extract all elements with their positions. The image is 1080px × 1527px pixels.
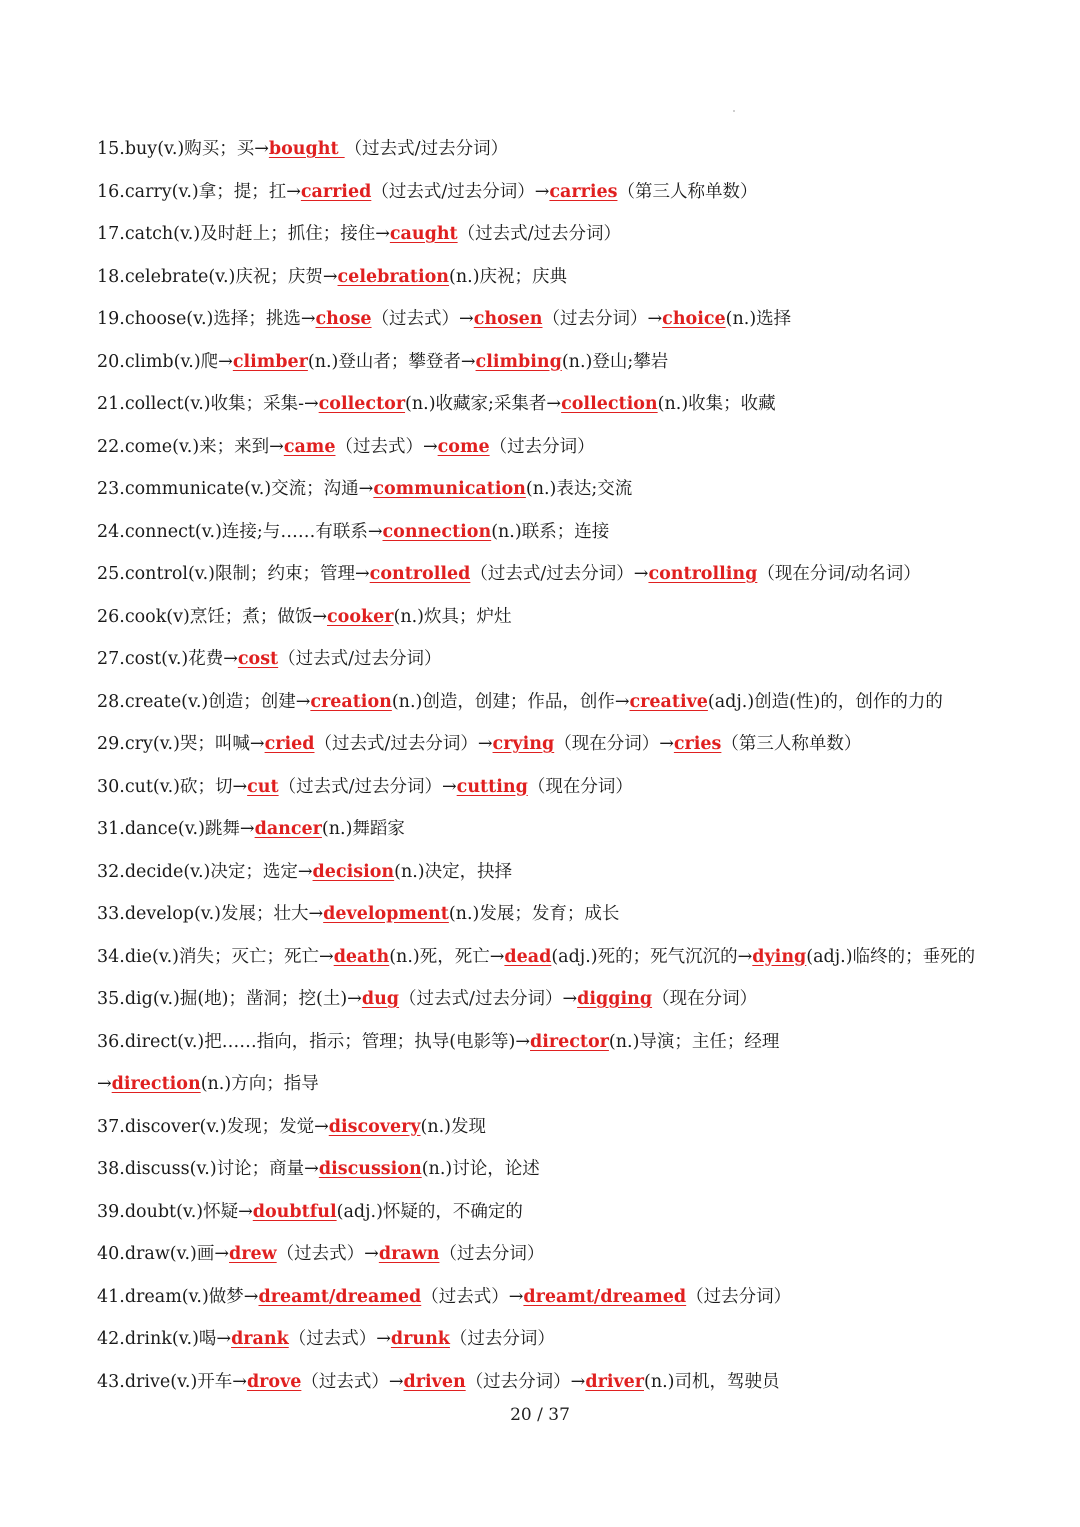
answer-word: cost [237, 649, 279, 669]
entry-text: 32.decide(v.)决定；选定→ [97, 861, 313, 882]
entry-text: (n.)联系；连接 [491, 521, 610, 542]
answer-word: decision [312, 861, 395, 882]
entry-text: （现在分词） [527, 776, 633, 797]
answer-word: cutting [456, 776, 528, 797]
entry-text: 22.come(v.)来；来到→ [97, 436, 284, 457]
answer-word: came [283, 436, 336, 457]
entry-text: （过去分词） [489, 436, 595, 457]
answer-word: controlling [648, 564, 758, 584]
vocabulary-entry [97, 596, 997, 639]
entry-text: 24.connect(v.)连接;与……有联系→ [97, 521, 383, 542]
answer-word: connection [382, 521, 492, 542]
entry-text: (n.)司机，驾驶员 [644, 1371, 780, 1392]
vocabulary-entry [97, 1233, 997, 1276]
entry-text: 39.doubt(v.)怀疑→ [97, 1201, 253, 1222]
entry-text: 23.communicate(v.)交流；沟通→ [97, 479, 374, 499]
entry-text: (n.)讨论，论述 [421, 1159, 540, 1179]
answer-word: carries [549, 181, 618, 202]
entry-text: (n.)决定，抉择 [394, 861, 513, 882]
vocabulary-entry [97, 171, 997, 214]
answer-word: dreamt/dreamed [523, 1286, 687, 1307]
vocabulary-entry [97, 936, 997, 979]
vocabulary-entry [97, 1021, 997, 1064]
entry-text: (n.)登山者；攀登者→ [307, 351, 476, 372]
answer-word: collector [318, 394, 406, 414]
entry-text: (n.)收集；收藏 [657, 394, 776, 414]
page-number: 20 / 37 [510, 1405, 570, 1425]
answer-word: cries [673, 734, 722, 754]
entry-text: (n.)发展；发育；成长 [448, 904, 620, 924]
entry-text: (n.)表达;交流 [525, 479, 633, 499]
entry-text: 31.dance(v.)跳舞→ [97, 819, 255, 839]
entry-text: （现在分词） [652, 989, 758, 1009]
entry-text: （过去式）→ [288, 1329, 391, 1349]
answer-word: drawn [378, 1244, 440, 1264]
answer-word: chose [315, 309, 372, 329]
entry-text: （过去式）→ [421, 1286, 524, 1307]
vocabulary-entry [97, 1063, 997, 1106]
vocabulary-entry [97, 341, 997, 384]
answer-word: drank [231, 1329, 289, 1349]
entry-text: 34.die(v.)消失；灭亡；死亡→ [97, 946, 334, 967]
answer-word: drove [246, 1371, 302, 1392]
answer-word: direction [111, 1074, 201, 1094]
vocabulary-entry [97, 681, 997, 724]
vocabulary-entry [97, 1148, 997, 1191]
vocabulary-entry [97, 298, 997, 341]
answer-word: development [323, 904, 449, 924]
entry-text: 21.collect(v.)收集；采集-→ [97, 394, 319, 414]
vocabulary-entry [97, 766, 997, 809]
answer-word: collection [561, 394, 658, 414]
answer-word: creation [310, 691, 392, 712]
entry-text: （过去式）→ [301, 1371, 404, 1392]
vocabulary-entry [97, 978, 997, 1021]
entry-text: 26.cook(v)烹饪；煮；做饭→ [97, 606, 328, 627]
vocabulary-entry [97, 893, 997, 936]
entry-text: （过去式/过去分词）→ [470, 564, 649, 584]
answer-word: communication [373, 479, 526, 499]
answer-word: chosen [473, 309, 543, 329]
answer-word: dug [361, 989, 400, 1009]
scan-speck [733, 110, 735, 112]
vocabulary-entry [97, 511, 997, 554]
vocabulary-entry [97, 1361, 997, 1404]
entry-text: （过去分词） [449, 1329, 555, 1349]
vocabulary-entry [97, 1318, 997, 1361]
entry-text: (adj.)临终的；垂死的 [806, 946, 976, 967]
entry-text: （过去式/过去分词） [457, 224, 622, 244]
entry-text: (n.)导演；主任；经理 [608, 1031, 780, 1052]
entry-text: （过去分词） [439, 1244, 545, 1264]
entry-text: (adj.)死的；死气沉沉的→ [551, 946, 753, 967]
entry-text: (n.)死，死亡→ [389, 946, 505, 967]
entry-text: (n.)方向；指导 [200, 1074, 319, 1094]
entry-text: （过去式/过去分词）→ [314, 734, 493, 754]
entry-text: 20.climb(v.)爬→ [97, 351, 233, 372]
answer-word: cut [247, 776, 279, 797]
entry-text: （现在分词）→ [554, 734, 674, 754]
answer-word: dead [504, 946, 552, 967]
entry-text: （过去分词）→ [542, 309, 663, 329]
vocabulary-entry [97, 808, 997, 851]
entry-text: (n.)舞蹈家 [321, 819, 405, 839]
entry-text: 16.carry(v.)拿；提；扛→ [97, 181, 301, 202]
entry-text: （过去式/过去分词）→ [371, 181, 550, 202]
entry-text: (n.)庆祝；庆典 [449, 266, 568, 287]
answer-word: bought [268, 139, 345, 159]
entry-text: 19.choose(v.)选择；挑选→ [97, 309, 316, 329]
entry-text: 35.dig(v.)掘(地)；凿洞；挖(土)→ [97, 989, 362, 1009]
answer-word: climber [232, 351, 308, 372]
vocabulary-entry [97, 1106, 997, 1149]
entry-text: (n.)发现 [420, 1116, 487, 1137]
entry-text: （过去式/过去分词）→ [278, 776, 457, 797]
vocabulary-entry [97, 468, 997, 511]
entry-text: (n.)创造，创建；作品，创作→ [391, 691, 630, 712]
entry-text: (adj.)创造(性)的，创作的力的 [707, 691, 943, 712]
entry-text: （第三人称单数） [721, 734, 862, 754]
answer-word: dancer [254, 819, 322, 839]
answer-word: director [530, 1031, 609, 1052]
entry-text: （过去式/过去分词）→ [399, 989, 578, 1009]
answer-word: cooker [327, 606, 394, 627]
answer-word: death [333, 946, 390, 967]
answer-word: cried [264, 734, 315, 754]
entry-text: 29.cry(v.)哭；叫喊→ [97, 734, 265, 754]
entry-text: 28.create(v.)创造；创建→ [97, 691, 311, 712]
entry-text: (n.)选择 [725, 309, 792, 329]
answer-word: crying [492, 734, 555, 754]
entry-text: 33.develop(v.)发展；壮大→ [97, 904, 324, 924]
vocabulary-entry [97, 851, 997, 894]
answer-word: come [437, 436, 490, 457]
answer-word: climbing [475, 351, 562, 372]
entry-text: 18.celebrate(v.)庆祝；庆贺→ [97, 266, 338, 287]
answer-word: discussion [318, 1159, 422, 1179]
entry-text: 42.drink(v.)喝→ [97, 1329, 232, 1349]
entry-text: 17.catch(v.)及时赶上；抓住；接住→ [97, 224, 390, 244]
entry-text: （过去式/过去分词） [344, 139, 509, 159]
answer-word: drunk [390, 1329, 450, 1349]
entry-text: 15.buy(v.)购买；买→ [97, 139, 269, 159]
answer-word: choice [662, 309, 726, 329]
entry-text: （第三人称单数） [617, 181, 758, 202]
entry-text: (n.)炊具；炉灶 [393, 606, 512, 627]
vocabulary-entry [97, 256, 997, 299]
vocabulary-list [97, 128, 997, 1403]
entry-text: （过去式）→ [371, 309, 474, 329]
vocabulary-entry [97, 213, 997, 256]
answer-word: drew [229, 1244, 277, 1264]
entry-text: （现在分词/动名词） [757, 564, 921, 584]
answer-word: carried [300, 181, 372, 202]
vocabulary-entry [97, 426, 997, 469]
entry-text: 36.direct(v.)把……指向，指示；管理；执导(电影等)→ [97, 1031, 531, 1052]
entry-text: (n.)收藏家;采集者→ [405, 394, 562, 414]
vocabulary-entry [97, 1191, 997, 1234]
answer-word: dreamt/dreamed [258, 1286, 422, 1307]
answer-word: driver [585, 1371, 644, 1392]
entry-text: 37.discover(v.)发现；发觉→ [97, 1116, 329, 1137]
answer-word: creative [629, 691, 708, 712]
entry-text: （过去分词）→ [465, 1371, 586, 1392]
entry-text: （过去式）→ [335, 436, 438, 457]
vocabulary-entry [97, 383, 997, 426]
entry-text: 25.control(v.)限制；约束；管理→ [97, 564, 370, 584]
entry-text: 43.drive(v.)开车→ [97, 1371, 247, 1392]
vocabulary-entry [97, 128, 997, 171]
vocabulary-entry [97, 723, 997, 766]
answer-word: caught [389, 224, 458, 244]
answer-word: controlled [369, 564, 471, 584]
entry-text: → [97, 1074, 112, 1094]
entry-text: 30.cut(v.)砍；切→ [97, 776, 248, 797]
answer-word: dying [752, 946, 807, 967]
entry-text: （过去分词） [686, 1286, 792, 1307]
vocabulary-entry [97, 553, 997, 596]
entry-text: 38.discuss(v.)讨论；商量→ [97, 1159, 319, 1179]
vocabulary-entry [97, 1276, 997, 1319]
entry-text: 27.cost(v.)花费→ [97, 649, 238, 669]
entry-text: （过去式/过去分词） [278, 649, 442, 669]
answer-word: driven [403, 1371, 466, 1392]
entry-text: 41.dream(v.)做梦→ [97, 1286, 259, 1307]
entry-text: （过去式）→ [276, 1244, 379, 1264]
answer-word: celebration [337, 266, 450, 287]
answer-word: doubtful [252, 1201, 337, 1222]
answer-word: digging [577, 989, 653, 1009]
entry-text: 40.draw(v.)画→ [97, 1244, 230, 1264]
entry-text: (n.)登山;攀岩 [561, 351, 669, 372]
vocabulary-entry [97, 638, 997, 681]
entry-text: (adj.)怀疑的，不确定的 [336, 1201, 523, 1222]
answer-word: discovery [328, 1116, 421, 1137]
